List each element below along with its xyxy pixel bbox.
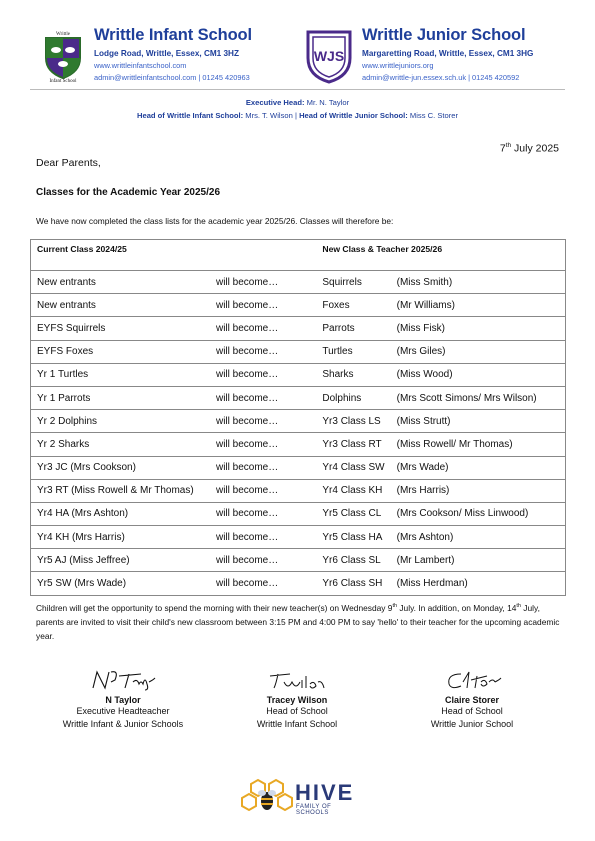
teacher-cell: (Miss Strutt) bbox=[391, 410, 566, 433]
teacher-cell: (Mr Williams) bbox=[391, 294, 566, 317]
new-class-cell: Foxes bbox=[322, 299, 350, 311]
signature-block-taylor bbox=[33, 668, 213, 731]
current-class-cell: EYFS Foxes bbox=[31, 340, 210, 363]
date-day: 7 bbox=[499, 142, 506, 155]
infant-school-details bbox=[94, 26, 252, 82]
table-row bbox=[31, 479, 566, 502]
current-class-cell: EYFS Squirrels bbox=[31, 317, 210, 340]
crest-text-bottom: Infant School bbox=[49, 79, 77, 82]
current-class-cell: New entrants bbox=[31, 271, 210, 294]
current-class-cell: Yr4 KH (Mrs Harris) bbox=[31, 526, 210, 549]
infant-school-website-link[interactable]: www.writtleinfantschool.com bbox=[94, 61, 187, 70]
table-body bbox=[31, 271, 566, 596]
hive-family-logo bbox=[241, 778, 361, 814]
will-become-cell: will become… bbox=[215, 508, 279, 520]
new-class-cell: Yr6 Class SL bbox=[322, 554, 381, 566]
will-become-cell: will become… bbox=[215, 276, 279, 288]
exec-head-name: Mr. N. Taylor bbox=[306, 98, 350, 107]
date-suffix: th bbox=[505, 142, 512, 149]
signatory-name: Tracey Wilson bbox=[266, 695, 328, 705]
infant-head-label: Head of Writtle Infant School: bbox=[136, 111, 244, 120]
date-month-year: July 2025 bbox=[514, 142, 559, 155]
teacher-cell: (Mrs Wade) bbox=[391, 456, 566, 479]
intro-paragraph: We have now completed the class lists for the academic year 2025/26. Classes will therefore be: bbox=[36, 216, 394, 226]
closing-paragraph bbox=[36, 599, 564, 643]
current-class-cell: Yr3 JC (Mrs Cookson) bbox=[31, 456, 210, 479]
junior-school-shield-logo bbox=[304, 28, 354, 84]
table-row bbox=[31, 526, 566, 549]
greeting: Dear Parents, bbox=[36, 157, 101, 169]
new-class-cell: Squirrels bbox=[322, 276, 362, 288]
signatory-school: Writtle Infant & Junior Schools bbox=[62, 719, 184, 729]
outro-part-1: Children will get the opportunity to spend the morning with their new teacher(s) on Wednesday 9 bbox=[36, 602, 393, 613]
class-allocation-table bbox=[30, 239, 566, 596]
new-class-cell: Yr3 Class RT bbox=[322, 438, 382, 450]
hive-title: HIVE bbox=[295, 780, 355, 805]
table-header-row bbox=[31, 240, 566, 271]
new-class-cell: Turtles bbox=[322, 346, 353, 358]
current-class-cell: Yr 1 Turtles bbox=[31, 363, 210, 386]
infant-school-contact[interactable]: admin@writtleinfantschool.com | 01245 420963 bbox=[94, 73, 250, 82]
new-class-cell: Sharks bbox=[322, 369, 354, 381]
outro-part-2: July. In addition, on Monday, 14 bbox=[397, 602, 517, 613]
teacher-cell: (Miss Smith) bbox=[391, 271, 566, 294]
heads-separator: | bbox=[294, 111, 297, 120]
junior-school-name: Writtle Junior School bbox=[362, 26, 526, 44]
will-become-cell: will become… bbox=[215, 462, 279, 474]
table-row bbox=[31, 502, 566, 525]
new-class-cell: Yr4 Class KH bbox=[322, 485, 383, 497]
table-row bbox=[31, 433, 566, 456]
new-class-cell: Yr5 Class HA bbox=[322, 531, 383, 543]
current-class-cell: Yr 2 Sharks bbox=[31, 433, 210, 456]
current-class-cell: Yr5 SW (Mrs Wade) bbox=[31, 572, 210, 595]
table-row bbox=[31, 549, 566, 572]
table-row bbox=[31, 386, 566, 409]
signatory-school: Writtle Junior School bbox=[430, 719, 514, 729]
current-class-cell: Yr5 AJ (Miss Jeffree) bbox=[31, 549, 210, 572]
new-class-cell: Parrots bbox=[322, 322, 355, 334]
school-heads-line bbox=[0, 109, 595, 122]
will-become-cell: will become… bbox=[215, 299, 279, 311]
signatory-role: Head of School bbox=[266, 706, 328, 716]
infant-school-name: Writtle Infant School bbox=[94, 26, 253, 44]
new-class-cell: Yr3 Class LS bbox=[322, 415, 381, 427]
table-row bbox=[31, 340, 566, 363]
signature-image-storer bbox=[437, 668, 507, 692]
signatory-role: Executive Headteacher bbox=[76, 706, 170, 716]
hive-subtitle: FAMILY OF SCHOOLS bbox=[296, 804, 332, 816]
header-divider bbox=[30, 89, 565, 90]
will-become-cell: will become… bbox=[215, 554, 279, 566]
infant-school-address: Lodge Road, Writtle, Essex, CM1 3HZ bbox=[94, 49, 239, 58]
new-class-cell: Yr5 Class CL bbox=[322, 508, 382, 520]
outro-sup-1: th bbox=[392, 603, 398, 609]
table-row bbox=[31, 294, 566, 317]
teacher-cell: (Mrs Giles) bbox=[391, 340, 566, 363]
will-become-cell: will become… bbox=[215, 392, 279, 404]
table-row bbox=[31, 456, 566, 479]
current-class-cell: Yr3 RT (Miss Rowell & Mr Thomas) bbox=[31, 479, 210, 502]
will-become-cell: will become… bbox=[215, 369, 279, 381]
new-class-cell: Yr6 Class SH bbox=[322, 578, 383, 590]
signature-image-wilson bbox=[262, 668, 332, 692]
teacher-cell: (Miss Wood) bbox=[391, 363, 566, 386]
letter-date bbox=[500, 142, 559, 155]
new-class-cell: Yr4 Class SW bbox=[322, 462, 385, 474]
junior-school-contact[interactable]: admin@writtle-jun.essex.sch.uk | 01245 420592 bbox=[362, 73, 520, 82]
table-row bbox=[31, 410, 566, 433]
current-class-cell: Yr 1 Parrots bbox=[31, 386, 210, 409]
table-row bbox=[31, 271, 566, 294]
will-become-cell: will become… bbox=[215, 415, 279, 427]
crest-text-top: Writtle bbox=[56, 32, 70, 37]
teacher-cell: (Mrs Cookson/ Miss Linwood) bbox=[391, 502, 566, 525]
outro-sup-2: th bbox=[516, 603, 521, 609]
junior-head-label: Head of Writtle Junior School: bbox=[299, 111, 408, 120]
outro-part-3: July, parents are invited to visit their child's new classroom between 3:15 PM and 4:00 PM to say 'hello' to their teacher for the upcoming academic year. bbox=[36, 602, 560, 641]
heads-of-school bbox=[0, 96, 595, 122]
infant-head-name: Mrs. T. Wilson bbox=[245, 111, 293, 120]
letter-subject: Classes for the Academic Year 2025/26 bbox=[36, 187, 221, 198]
will-become-cell: will become… bbox=[215, 485, 279, 497]
exec-head-label: Executive Head: bbox=[245, 98, 305, 107]
teacher-cell: (Miss Herdman) bbox=[391, 572, 566, 595]
will-become-cell: will become… bbox=[215, 346, 279, 358]
current-class-cell: Yr4 HA (Mrs Ashton) bbox=[31, 502, 210, 525]
teacher-cell: (Miss Rowell/ Mr Thomas) bbox=[391, 433, 566, 456]
new-class-cell: Dolphins bbox=[322, 392, 362, 404]
executive-head-line bbox=[0, 96, 595, 109]
header-current-class: Current Class 2024/25 bbox=[31, 240, 317, 271]
table-row bbox=[31, 317, 566, 340]
teacher-cell: (Mrs Scott Simons/ Mrs Wilson) bbox=[391, 386, 566, 409]
header-new-class: New Class & Teacher 2025/26 bbox=[316, 240, 565, 271]
letterhead bbox=[36, 26, 564, 90]
signatory-school: Writtle Infant School bbox=[256, 719, 338, 729]
table-row bbox=[31, 572, 566, 595]
junior-crest-text: WJS bbox=[313, 48, 345, 64]
table-row bbox=[31, 363, 566, 386]
signature-block-wilson bbox=[207, 668, 387, 731]
teacher-cell: (Miss Fisk) bbox=[391, 317, 566, 340]
will-become-cell: will become… bbox=[215, 531, 279, 543]
signature-image-taylor bbox=[83, 668, 163, 692]
will-become-cell: will become… bbox=[215, 578, 279, 590]
signatory-name: Claire Storer bbox=[444, 695, 500, 705]
signatory-role: Head of School bbox=[441, 706, 503, 716]
infant-school-crest-logo bbox=[38, 28, 88, 82]
current-class-cell: Yr 2 Dolphins bbox=[31, 410, 210, 433]
junior-school-website-link[interactable]: www.writtlejuniors.org bbox=[362, 61, 434, 70]
current-class-cell: New entrants bbox=[31, 294, 210, 317]
teacher-cell: (Mrs Harris) bbox=[391, 479, 566, 502]
signatory-name: N Taylor bbox=[105, 695, 141, 705]
infant-school-header bbox=[36, 26, 306, 90]
junior-school-details bbox=[362, 26, 533, 82]
hive-honeycomb-bee-icon bbox=[241, 778, 293, 814]
signature-block-storer bbox=[382, 668, 562, 731]
junior-school-address: Margaretting Road, Writtle, Essex, CM1 3HG bbox=[362, 49, 534, 58]
junior-head-name: Miss C. Storer bbox=[409, 111, 459, 120]
junior-school-header bbox=[304, 26, 564, 90]
will-become-cell: will become… bbox=[215, 438, 279, 450]
teacher-cell: (Mrs Ashton) bbox=[391, 526, 566, 549]
will-become-cell: will become… bbox=[215, 322, 279, 334]
teacher-cell: (Mr Lambert) bbox=[391, 549, 566, 572]
